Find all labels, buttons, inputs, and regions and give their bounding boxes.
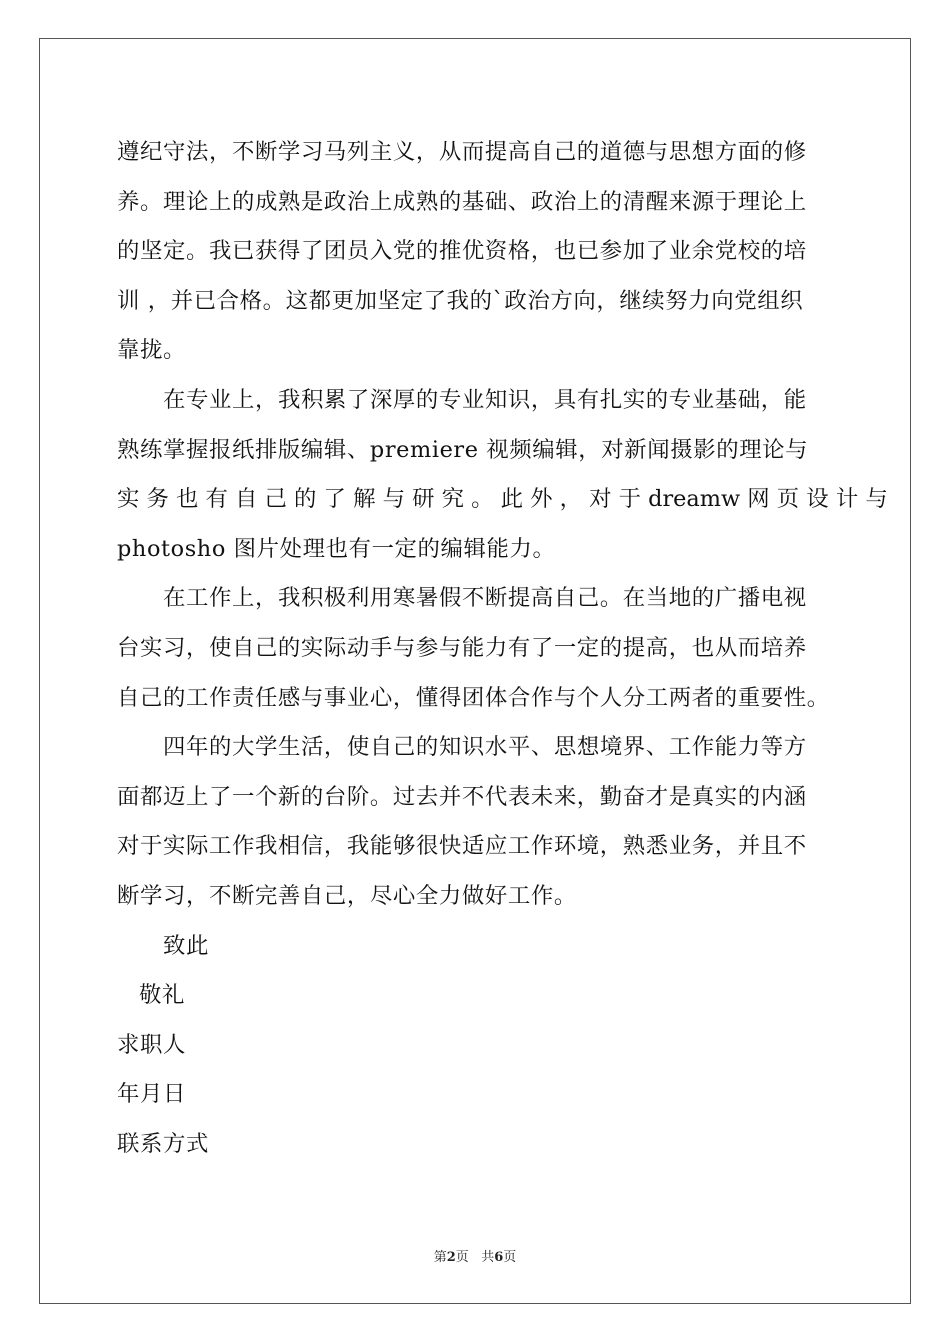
text-line: 的坚定。我已获得了团员入党的推优资格，也已参加了业余党校的培 xyxy=(117,238,807,265)
applicant-label: 求职人 xyxy=(117,1031,186,1058)
salutation: 敬礼 xyxy=(139,982,185,1009)
total-unit: 页 xyxy=(503,1250,517,1265)
text-line: 在工作上，我积极利用寒暑假不断提高自己。在当地的广播电视 xyxy=(163,585,807,612)
contact-label: 联系方式 xyxy=(117,1130,209,1157)
text-line: 四年的大学生活，使自己的知识水平、思想境界、工作能力等方 xyxy=(163,734,807,761)
text-line: 断学习，不断完善自己，尽心全力做好工作。 xyxy=(117,882,577,909)
text-line: 靠拢。 xyxy=(117,337,186,364)
text-line: 实 务 也 有 自 己 的 了 解 与 研 究 。 此 外 ， 对 于 dreamw 网 页 设 计 与 xyxy=(117,486,888,513)
date-label: 年月日 xyxy=(117,1081,186,1108)
text-line: 遵纪守法，不断学习马列主义，从而提高自己的道德与思想方面的修 xyxy=(117,139,807,165)
text-line: 对于实际工作我相信，我能够很快适应工作环境，熟悉业务，并且不 xyxy=(117,833,807,860)
closing-phrase: 致此 xyxy=(163,932,209,959)
letter-body xyxy=(117,128,888,1169)
page-total: 6 xyxy=(494,1250,504,1265)
text-line: 台实习，使自己的实际动手与参与能力有了一定的提高，也从而培养 xyxy=(117,634,807,661)
page-current: 2 xyxy=(446,1250,456,1265)
text-line: 养。理论上的成熟是政治上成熟的基础、政治上的清醒来源于理论上 xyxy=(117,188,807,215)
page-unit: 页 xyxy=(455,1250,469,1265)
text-line: 自己的工作责任感与事业心，懂得团体合作与个人分工两者的重要性。 xyxy=(117,684,830,711)
page-prefix: 第 xyxy=(433,1250,447,1265)
text-line: 熟练掌握报纸排版编辑、premiere 视频编辑，对新闻摄影的理论与 xyxy=(117,436,809,463)
text-line: photosho 图片处理也有一定的编辑能力。 xyxy=(117,535,556,562)
text-line: 面都迈上了一个新的台阶。过去并不代表未来，勤奋才是真实的内涵 xyxy=(117,783,807,810)
total-prefix: 共 xyxy=(481,1250,495,1265)
text-line: 训 ，并已合格。这都更加坚定了我的`政治方向，继续努力向党组织 xyxy=(117,287,804,314)
text-line: 在专业上，我积累了深厚的专业知识，具有扎实的专业基础，能 xyxy=(163,386,807,413)
page-footer xyxy=(0,1246,950,1265)
